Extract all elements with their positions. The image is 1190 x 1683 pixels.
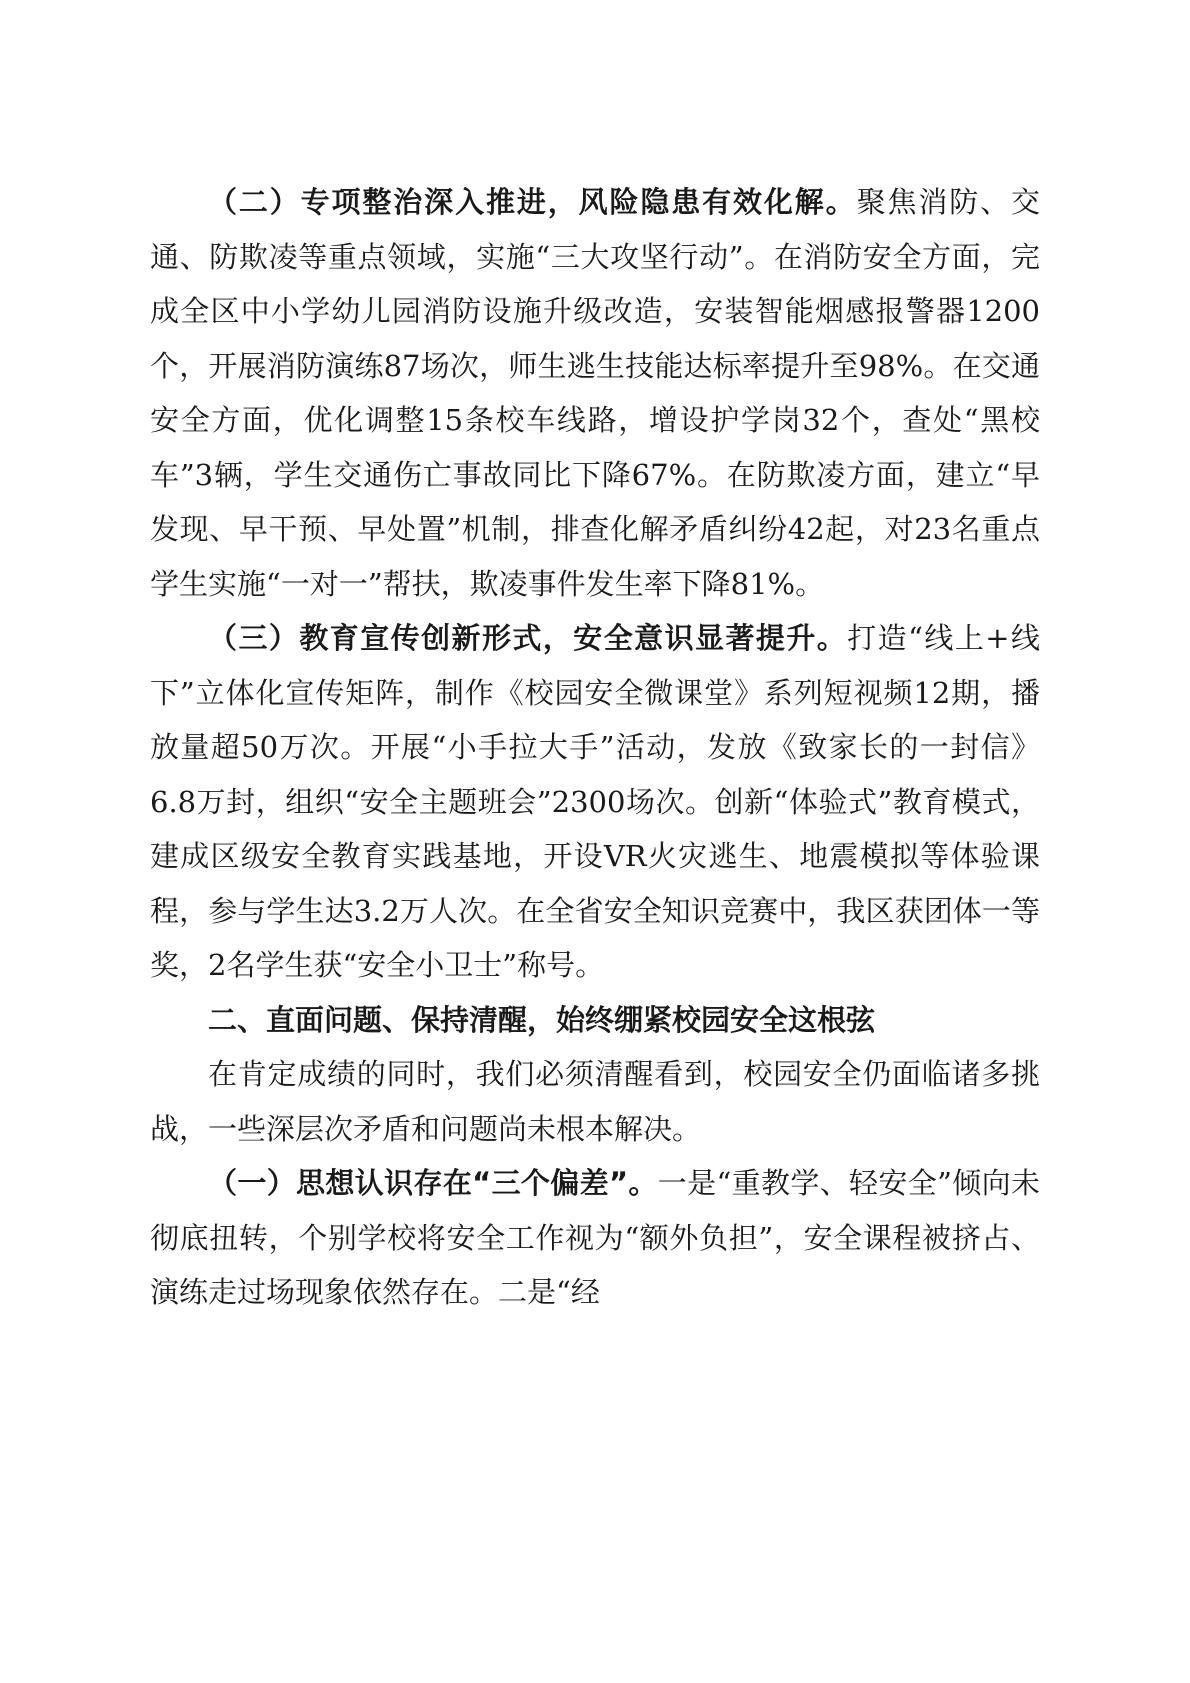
paragraph-intro: 在肯定成绩的同时，我们必须清醒看到，校园安全仍面临诸多挑战，一些深层次矛盾和问题尚未根本解决。 xyxy=(150,1057,1040,1146)
paragraph-body: 一是“重教学、轻安全”倾向未彻底扭转，个别学校将安全工作视为“额外负担”，安全课程被挤占、演练走过场现象依然存在。二是“经 xyxy=(150,1166,1040,1309)
paragraph-body: 聚焦消防、交通、防欺凌等重点领域，实施“三大攻坚行动”。在消防安全方面，完成全区中小学幼儿园消防设施升级改造，安装智能烟感报警器1200个，开展消防演练87场次，师生逃生技能达标率提升至98%。在交通安全方面，优化调整15条校车线路，增设护学岗32个，查处“黑校车”3辆，学生交通伤亡事故同比下降67%。在防欺凌方面，建立“早发现、早干预、早处置”机制，排查化解矛盾纠纷42起，对23名重点学生实施“一对一”帮扶，欺凌事件发生率下降81%。 xyxy=(150,185,1040,601)
paragraph-lead: （一）思想认识存在“三个偏差”。 xyxy=(208,1166,658,1200)
paragraph-ideological-deviation xyxy=(150,1156,1040,1320)
paragraph-lead: （三）教育宣传创新形式，安全意识显著提升。 xyxy=(208,621,848,655)
section-heading: 二、直面问题、保持清醒，始终绷紧校园安全这根弦 xyxy=(208,1002,876,1037)
paragraph-body: 打造“线上+线下”立体化宣传矩阵，制作《校园安全微课堂》系列短视频12期，播放量超50万次。开展“小手拉大手”活动，发放《致家长的一封信》6.8万封，组织“安全主题班会”2300场次。创新“体验式”教育模式，建成区级安全教育实践基地，开设VR火灾逃生、地震模拟等体验课程，参与学生达3.2万人次。在全省安全知识竞赛中，我区获团体一等奖，2名学生获“安全小卫士”称号。 xyxy=(150,621,1040,982)
paragraph-education-publicity xyxy=(150,611,1040,993)
document-page xyxy=(150,175,1040,1320)
paragraph-special-rectification xyxy=(150,175,1040,611)
paragraph-lead: （二）专项整治深入推进，风险隐患有效化解。 xyxy=(208,185,857,219)
